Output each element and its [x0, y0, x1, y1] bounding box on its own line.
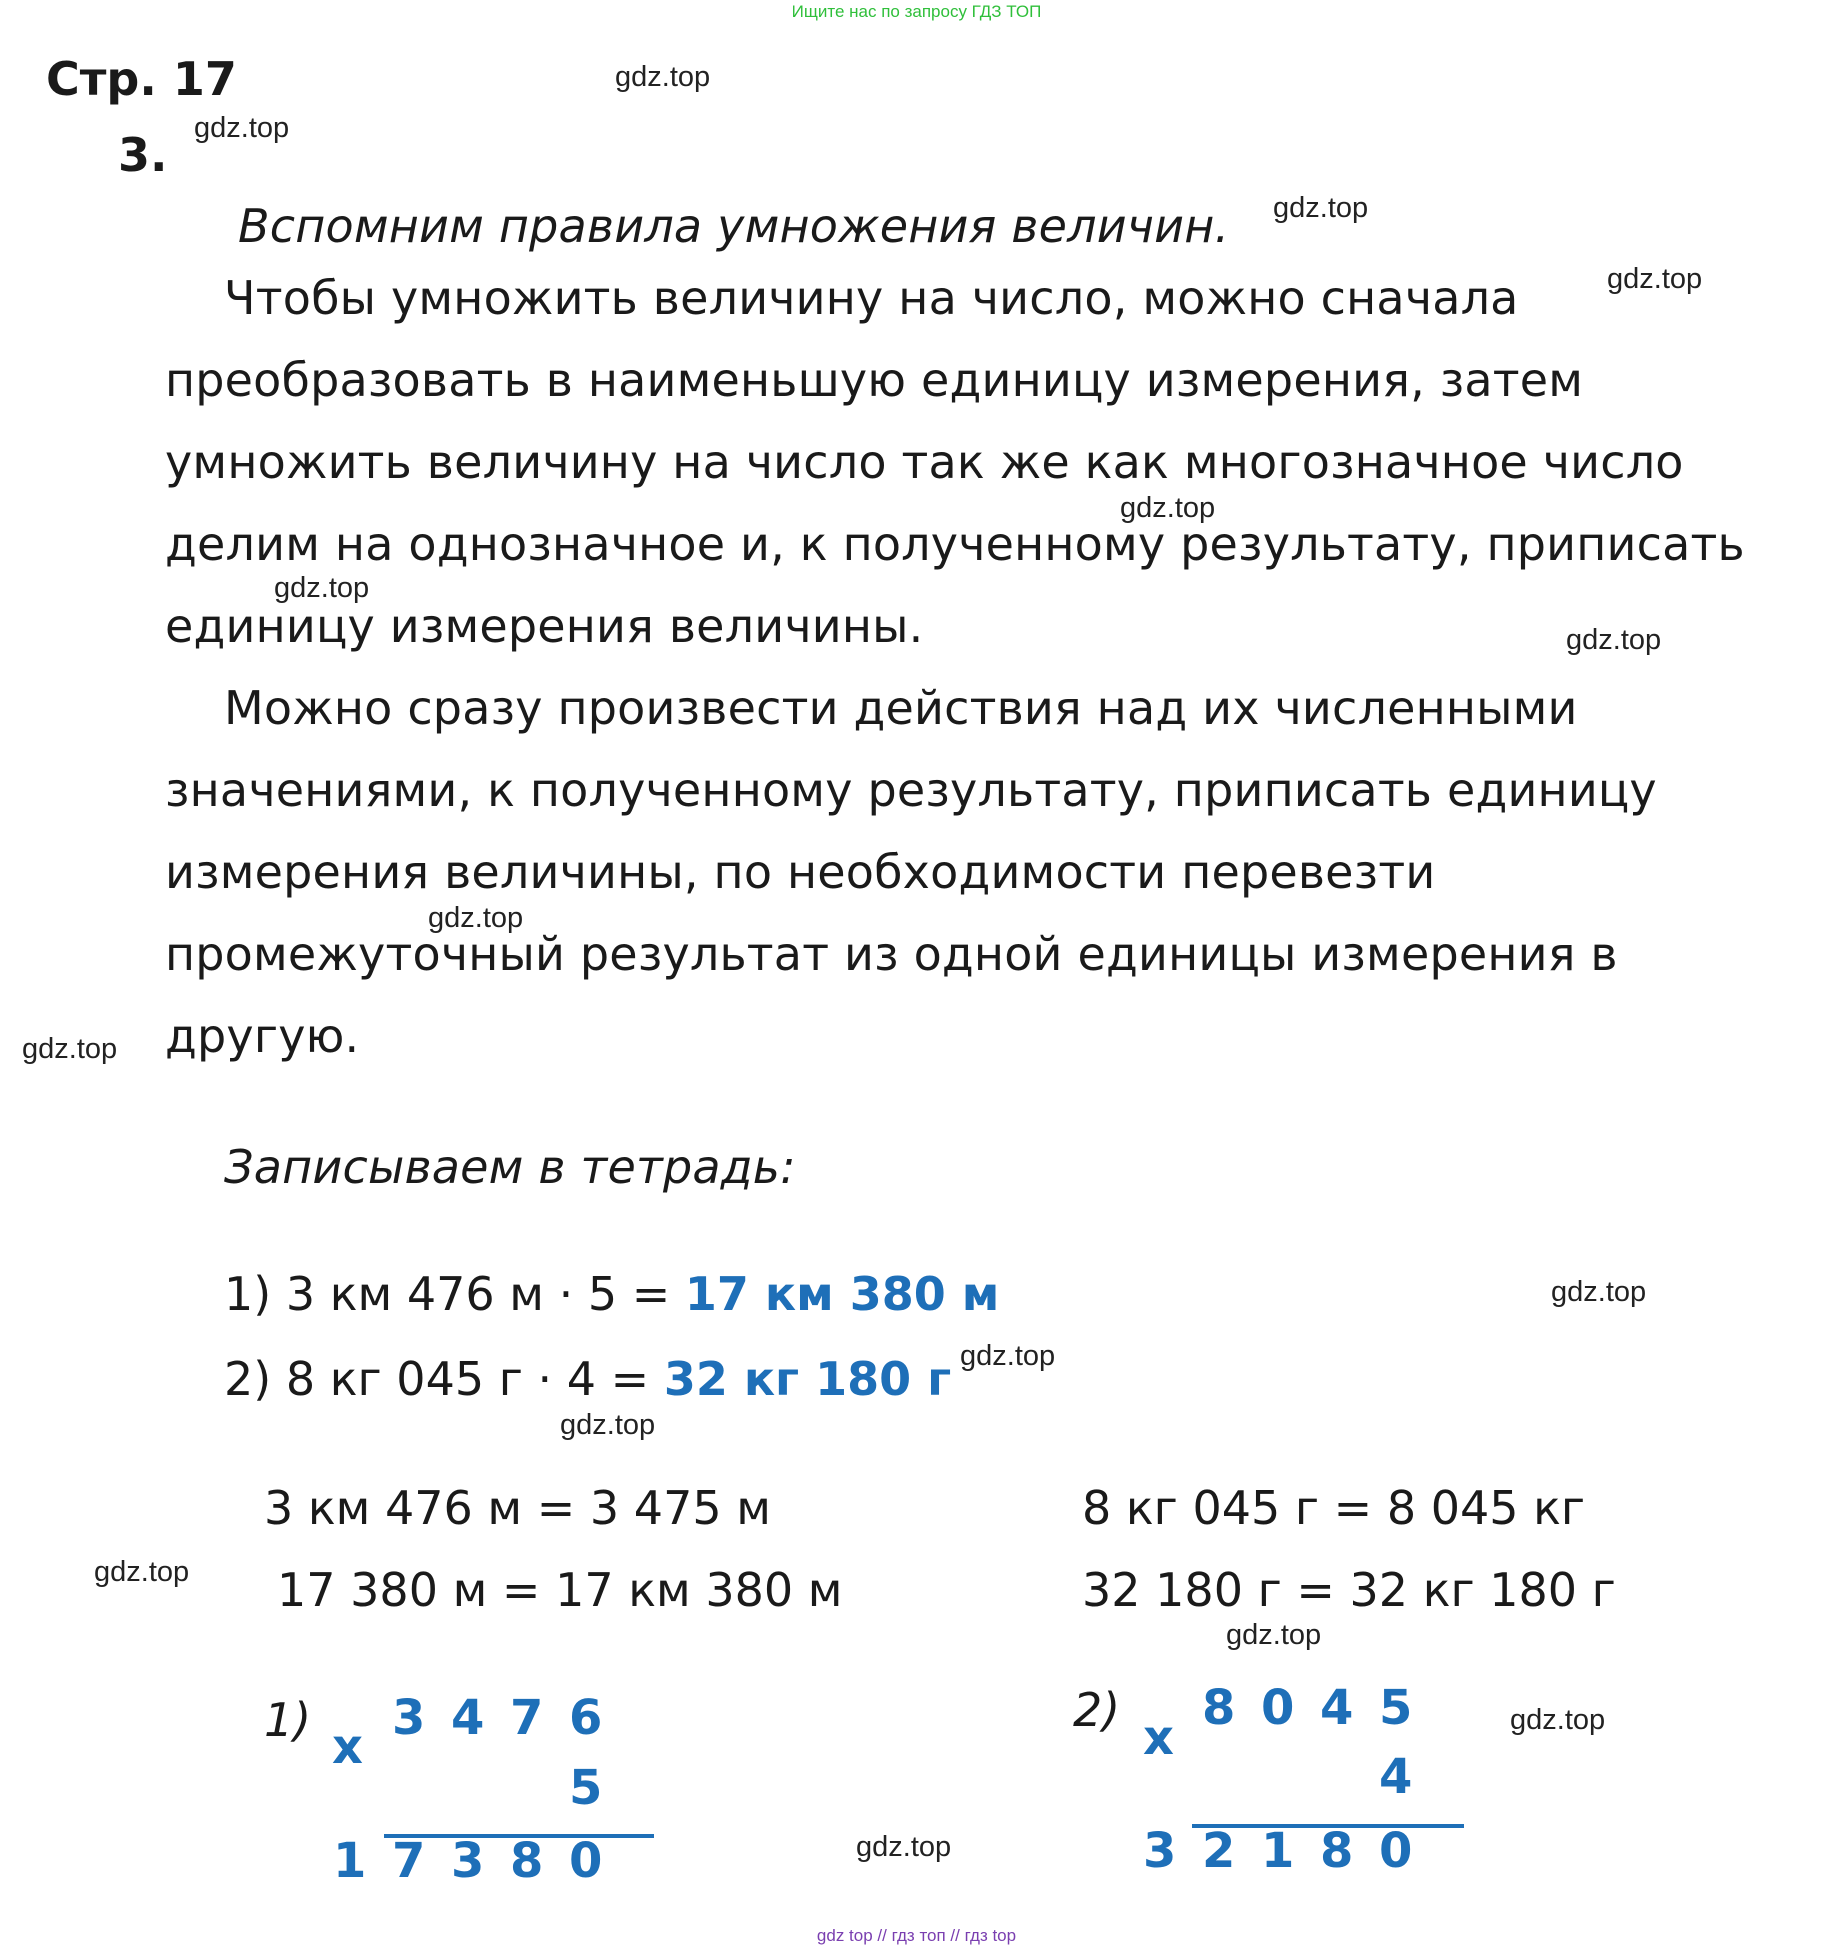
result-digit: 1 [333, 1833, 367, 1889]
paragraph-line: Можно сразу произвести действия над их численными [224, 681, 1578, 735]
watermark: gdz.top [856, 1831, 952, 1863]
paragraph-line: измерения величины, по необходимости перевезти [165, 845, 1436, 899]
equation-2 [224, 1352, 951, 1406]
equation-expression: 2) 8 кг 045 г · 4 = [224, 1352, 664, 1406]
conversion-right-1: 8 кг 045 г = 8 045 кг [1082, 1481, 1586, 1535]
result-digit: 2 [1202, 1823, 1236, 1879]
paragraph-line: преобразовать в наименьшую единицу измерения, затем [165, 353, 1584, 407]
paragraph-line: Чтобы умножить величину на число, можно сначала [224, 271, 1519, 325]
watermark: gdz.top [274, 572, 370, 604]
multiplicand-digit: 0 [1261, 1680, 1295, 1736]
page-label: Стр. 17 [46, 52, 237, 106]
result-digit: 8 [1320, 1823, 1354, 1879]
multiplicand-digit: 4 [1320, 1680, 1354, 1736]
multiplicand-digit: 3 [392, 1690, 426, 1746]
watermark: gdz.top [1551, 1276, 1647, 1308]
task-number: 3. [118, 128, 168, 182]
watermark: gdz.top [22, 1033, 118, 1065]
result-digit: 7 [392, 1833, 426, 1889]
watermark: gdz.top [94, 1556, 190, 1588]
multiplicand-digit: 7 [510, 1690, 544, 1746]
calc-label: 1) [264, 1693, 312, 1747]
watermark: gdz.top [1607, 263, 1703, 295]
equation-expression: 1) 3 км 476 м · 5 = [224, 1267, 685, 1321]
paragraph-line: другую. [165, 1009, 360, 1063]
result-digit: 1 [1261, 1823, 1295, 1879]
equation-answer: 32 кг 180 г [663, 1352, 952, 1406]
notebook-heading: Записываем в тетрадь: [224, 1140, 796, 1194]
conversion-right-2: 32 180 г = 32 кг 180 г [1082, 1563, 1616, 1617]
paragraph-line: делим на однозначное и, к полученному результату, приписать [165, 517, 1745, 571]
conversion-left-1: 3 км 476 м = 3 475 м [264, 1481, 771, 1535]
watermark: gdz.top [1120, 492, 1216, 524]
paragraph-line: единицу измерения величины. [165, 599, 924, 653]
result-digit: 3 [1143, 1823, 1177, 1879]
multiplicand-digit: 6 [569, 1690, 603, 1746]
multiplier-digit: 5 [569, 1760, 603, 1816]
paragraph-line: значениями, к полученному результату, приписать единицу [165, 763, 1657, 817]
multiplicand-digit: 8 [1202, 1680, 1236, 1736]
multiply-sign: x [332, 1719, 363, 1775]
watermark: gdz.top [1273, 192, 1369, 224]
watermark: gdz.top [1226, 1619, 1322, 1651]
watermark: gdz.top [960, 1340, 1056, 1372]
result-digit: 8 [510, 1833, 544, 1889]
result-digit: 0 [1379, 1823, 1413, 1879]
rule-title: Вспомним правила умножения величин. [238, 199, 1230, 253]
conversion-left-2: 17 380 м = 17 км 380 м [277, 1563, 843, 1617]
result-digit: 3 [451, 1833, 485, 1889]
calc-label: 2) [1073, 1683, 1121, 1737]
multiplier-digit: 4 [1379, 1749, 1413, 1805]
paragraph-line: промежуточный результат из одной единицы измерения в [165, 927, 1618, 981]
multiply-sign: x [1143, 1710, 1174, 1766]
top-banner: Ищите нас по запросу ГДЗ ТОП [791, 2, 1042, 21]
equation-1 [224, 1267, 999, 1321]
paragraph-line: умножить величину на число так же как многозначное число [165, 435, 1684, 489]
watermark: gdz.top [1566, 624, 1662, 656]
equation-answer: 17 км 380 м [684, 1267, 1000, 1321]
bottom-banner: gdz top // гдз топ // гдз top [816, 1926, 1017, 1945]
watermark: gdz.top [194, 112, 290, 144]
multiplicand-digit: 5 [1379, 1680, 1413, 1736]
watermark: gdz.top [1510, 1704, 1606, 1736]
watermark: gdz.top [560, 1409, 656, 1441]
watermark: gdz.top [428, 902, 524, 934]
result-digit: 0 [569, 1833, 603, 1889]
multiplicand-digit: 4 [451, 1690, 485, 1746]
watermark: gdz.top [615, 61, 711, 93]
